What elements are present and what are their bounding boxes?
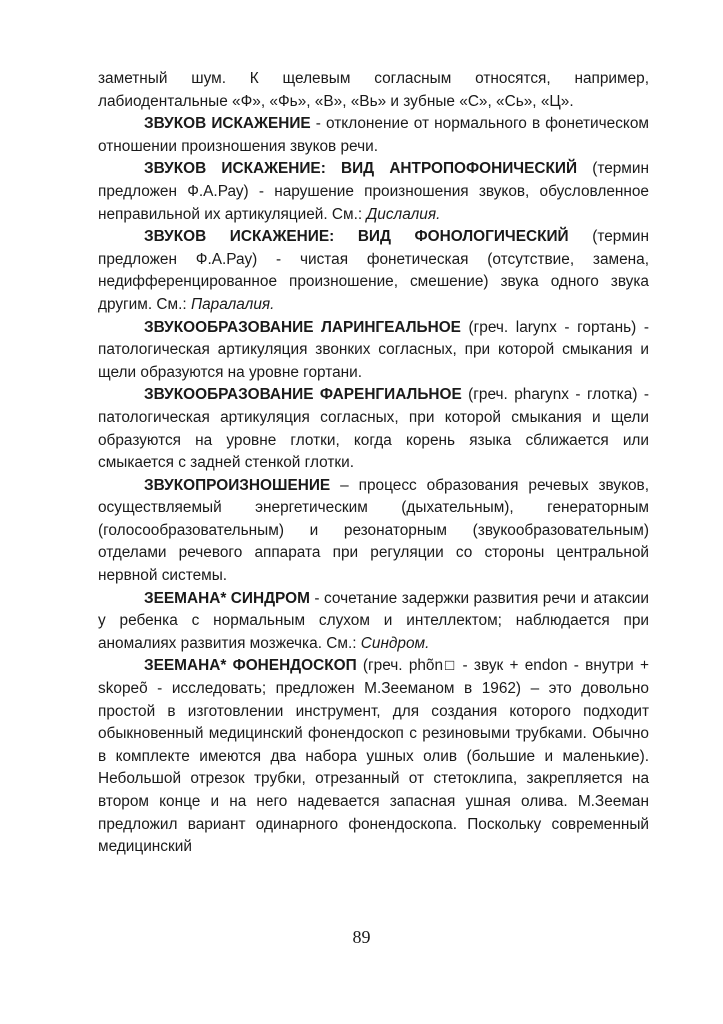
entry-text: (термин предложен Ф.А.Рау) - чистая фонетическая (отсутствие, замена, недифференцированное произношение, смешение) звука одного звука другим. — [98, 228, 650, 313]
entry-term: ЗВУКОВ ИСКАЖЕНИЕ: ВИД ФОНОЛОГИЧЕСКИЙ — [144, 228, 569, 246]
entry-term: ЗЕЕМАНА* ФОНЕНДОСКОП — [144, 657, 357, 675]
entry-text: - сочетание задержки развития речи и атаксии у ребенка с нормальным слухом и интеллектом; наблюдается при аномалиях развития мозжечка. — [98, 589, 649, 652]
entry-text: (термин предложен Ф.А.Рау) - нарушение произношения звуков, обусловленное неправильной их артикуляцией. — [98, 160, 649, 223]
entry-paragraph — [98, 475, 649, 588]
entry-paragraph — [98, 317, 649, 385]
page-body — [98, 68, 649, 859]
entry-text: (греч. pharynx - глотка) - патологическая артикуляция согласных, при которой смыкания и щели образуются на уровне глотки, когда корень языка сближается или смыкается с задней стенкой глотки. — [98, 386, 649, 472]
entry-text: (греч. larynx - гортань) - патологическая артикуляция звонких согласных, при которой смыкания и щели образуются на уровне гортани. — [98, 318, 650, 381]
entry-paragraph — [98, 226, 649, 316]
see-also-reference: Дислалия. — [366, 205, 441, 223]
see-also-label: См.: — [331, 205, 367, 223]
continuation-paragraph: заметный шум. К щелевым согласным относятся, например, лабиодентальные «Ф», «Фь», «В», «Вь» и зубные «С», «Сь», «Ц». — [98, 70, 649, 110]
entry-term: ЗВУКООБРАЗОВАНИЕ ФАРЕНГИАЛЬНОЕ — [144, 386, 462, 404]
entry-paragraph — [98, 655, 649, 858]
entry-term: ЗВУКОПРОИЗНОШЕНИЕ — [144, 476, 331, 494]
see-also-reference: Паралалия. — [190, 295, 275, 313]
entry-paragraph — [98, 158, 649, 226]
entry-text: - отклонение от нормального в фонетическом отношении произношения звуков речи. — [98, 115, 649, 155]
see-also-reference: Синдром. — [360, 634, 430, 652]
entry-term: ЗВУКОВ ИСКАЖЕНИЕ: ВИД АНТРОПОФОНИЧЕСКИЙ — [144, 160, 578, 178]
entry-text: (греч. phõn□ - звук + endon - внутри + skopeõ - исследовать; предложен М.Зееманом в 1962) – это довольно простой в изготовлении инструмент, для создания которого подходит обыкновенный медицинский фонендоскоп с резиновыми трубками. Обычно в комплекте имеются два набора ушных олив (большие и маленькие). Небольшой отрезок трубки, отрезанный от стетоклипа, закрепляется на втором конце и на него надевается запасная ушная олива. М.Зееман предложил вариант одинарного фонендоскопа. Поскольку современный медицинский — [98, 657, 649, 856]
entry-text: – процесс образования речевых звуков, осуществляемый энергетическим (дыхательным), генераторным (голосообразовательным) и резонаторным (звукообразовательным) отделами речевого аппарата при регуляции со стороны центральной нервной системы. — [98, 476, 649, 585]
entry-term: ЗВУКОВ ИСКАЖЕНИЕ — [144, 115, 311, 133]
entry-paragraph — [98, 588, 649, 656]
entry-term: ЗВУКООБРАЗОВАНИЕ ЛАРИНГЕАЛЬНОЕ — [144, 318, 461, 336]
see-also-label: См.: — [326, 634, 361, 652]
page-number: 89 — [352, 927, 371, 947]
entry-paragraph — [98, 113, 649, 158]
entry-term: ЗЕЕМАНА* СИНДРОМ — [144, 589, 310, 607]
entry-paragraph — [98, 384, 649, 474]
see-also-label: См.: — [156, 295, 191, 313]
